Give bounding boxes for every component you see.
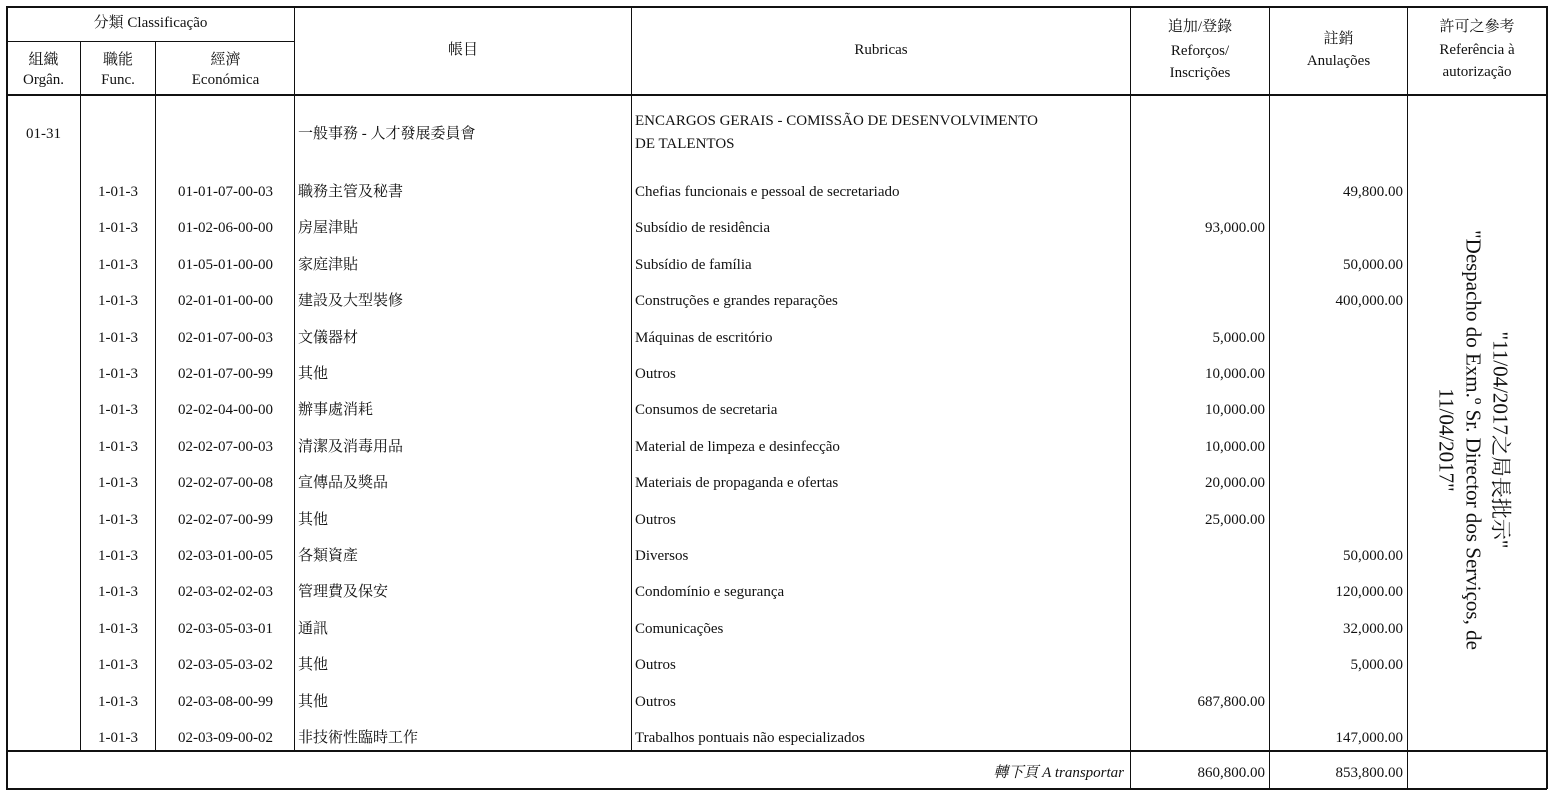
cell-econ: 02-03-09-00-02 xyxy=(178,730,273,746)
cell-func: 1-01-3 xyxy=(98,330,138,346)
cell-conta: 管理費及保安 xyxy=(298,584,389,600)
header-autorizacao-pt1: Referência à xyxy=(1439,42,1515,58)
header-autorizacao-zh: 許可之參考 xyxy=(1439,19,1515,35)
org-code: 01-31 xyxy=(26,126,61,142)
cell-func: 1-01-3 xyxy=(98,657,138,673)
cell-reforco: 20,000.00 xyxy=(1205,475,1265,491)
cell-anulacao: 120,000.00 xyxy=(1335,584,1403,600)
cell-func: 1-01-3 xyxy=(98,257,138,273)
header-anulacoes-zh: 註銷 xyxy=(1323,31,1354,47)
cell-conta: 其他 xyxy=(298,694,329,710)
cell-anulacao: 32,000.00 xyxy=(1343,621,1403,637)
cell-rubrica: Subsídio de residência xyxy=(635,220,770,236)
header-reforcos-zh: 追加/登錄 xyxy=(1167,19,1233,35)
cell-rubrica: Diversos xyxy=(635,548,689,564)
cell-func: 1-01-3 xyxy=(98,184,138,200)
cell-rubrica: Materiais de propaganda e ofertas xyxy=(635,475,839,491)
cell-anulacao: 5,000.00 xyxy=(1350,657,1403,673)
cell-conta: 各類資產 xyxy=(298,548,359,564)
header-econ-zh: 經濟 xyxy=(210,52,241,68)
cell-func: 1-01-3 xyxy=(98,439,138,455)
header-organ-zh: 組織 xyxy=(28,52,59,68)
cell-rubrica: Comunicações xyxy=(635,621,724,637)
cell-func: 1-01-3 xyxy=(98,366,138,382)
header-func-zh: 職能 xyxy=(102,52,133,68)
cell-conta: 其他 xyxy=(298,366,329,382)
total-anulacoes: 853,800.00 xyxy=(1335,765,1403,781)
cell-econ: 02-03-02-02-03 xyxy=(178,584,273,600)
cell-conta: 其他 xyxy=(298,512,329,528)
cell-econ: 02-03-05-03-02 xyxy=(178,657,273,673)
cell-econ: 02-02-07-00-99 xyxy=(178,512,273,528)
cell-anulacao: 400,000.00 xyxy=(1335,293,1403,309)
cell-reforco: 25,000.00 xyxy=(1205,512,1265,528)
cell-func: 1-01-3 xyxy=(98,402,138,418)
cell-econ: 02-03-08-00-99 xyxy=(178,694,273,710)
authorization-reference xyxy=(1418,200,1528,680)
cell-conta: 通訊 xyxy=(298,621,329,637)
cell-econ: 01-02-06-00-00 xyxy=(178,220,273,236)
authorization-line-1: "11/04/2017之局長批示" xyxy=(1488,331,1513,549)
cell-econ: 02-02-07-00-08 xyxy=(178,475,273,491)
cell-rubrica: Outros xyxy=(635,366,676,382)
cell-reforco: 687,800.00 xyxy=(1197,694,1265,710)
cell-econ: 02-02-04-00-00 xyxy=(178,402,273,418)
cell-econ: 02-01-01-00-00 xyxy=(178,293,273,309)
cell-reforco: 5,000.00 xyxy=(1212,330,1265,346)
header-anulacoes-pt: Anulações xyxy=(1306,53,1371,69)
cell-econ: 02-03-05-03-01 xyxy=(178,621,273,637)
cell-rubrica: Consumos de secretaria xyxy=(635,402,778,418)
header-econ-pt: Económica xyxy=(191,72,260,88)
cell-rubrica: Chefias funcionais e pessoal de secretariado xyxy=(635,184,900,200)
cell-func: 1-01-3 xyxy=(98,694,138,710)
cell-func: 1-01-3 xyxy=(98,293,138,309)
cell-conta: 宣傳品及獎品 xyxy=(298,475,389,491)
cell-anulacao: 50,000.00 xyxy=(1343,548,1403,564)
cell-rubrica: Outros xyxy=(635,512,676,528)
header-rubricas: Rubricas xyxy=(854,42,908,58)
carry-forward-label-pt: A transportar xyxy=(1042,765,1124,781)
cell-func: 1-01-3 xyxy=(98,220,138,236)
carry-forward-label-zh: 轉下頁 xyxy=(993,765,1039,781)
header-conta: 帳目 xyxy=(447,42,478,58)
cell-reforco: 10,000.00 xyxy=(1205,439,1265,455)
cell-anulacao: 50,000.00 xyxy=(1343,257,1403,273)
section-title-zh: 一般事務 - 人才發展委員會 xyxy=(298,126,476,142)
cell-anulacao: 49,800.00 xyxy=(1343,184,1403,200)
cell-conta: 建設及大型裝修 xyxy=(298,293,404,309)
cell-econ: 02-03-01-00-05 xyxy=(178,548,273,564)
cell-func: 1-01-3 xyxy=(98,475,138,491)
total-reforcos: 860,800.00 xyxy=(1197,765,1265,781)
cell-rubrica: Condomínio e segurança xyxy=(635,584,785,600)
cell-func: 1-01-3 xyxy=(98,512,138,528)
cell-econ: 02-01-07-00-03 xyxy=(178,330,273,346)
header-func-pt: Func. xyxy=(101,72,135,88)
header-autorizacao-pt2: autorização xyxy=(1442,64,1512,80)
cell-anulacao: 147,000.00 xyxy=(1335,730,1403,746)
cell-rubrica: Outros xyxy=(635,657,676,673)
authorization-line-2: "Despacho do Exm.º Sr. Director dos Serviços, de xyxy=(1461,230,1486,650)
header-organ-pt: Orgân. xyxy=(23,72,64,88)
cell-rubrica: Trabalhos pontuais não especializados xyxy=(635,730,865,746)
header-reforcos-pt2: Inscrições xyxy=(1169,65,1231,81)
cell-conta: 文儀器材 xyxy=(298,330,359,346)
header-reforcos-pt1: Reforços/ xyxy=(1170,43,1230,59)
cell-conta: 房屋津貼 xyxy=(298,220,359,236)
cell-econ: 02-01-07-00-99 xyxy=(178,366,273,382)
carry-forward-label xyxy=(632,764,1124,782)
cell-rubrica: Construções e grandes reparações xyxy=(635,293,838,309)
cell-conta: 其他 xyxy=(298,657,329,673)
cell-func: 1-01-3 xyxy=(98,548,138,564)
cell-rubrica: Subsídio de família xyxy=(635,257,752,273)
section-title-pt-line2: DE TALENTOS xyxy=(635,136,735,152)
cell-reforco: 10,000.00 xyxy=(1205,402,1265,418)
cell-conta: 清潔及消毒用品 xyxy=(298,439,404,455)
cell-reforco: 10,000.00 xyxy=(1205,366,1265,382)
cell-econ: 02-02-07-00-03 xyxy=(178,439,273,455)
cell-conta: 辦事處消耗 xyxy=(298,402,374,418)
cell-reforco: 93,000.00 xyxy=(1205,220,1265,236)
authorization-line-3: 11/04/2017" xyxy=(1434,388,1459,492)
cell-econ: 01-01-07-00-03 xyxy=(178,184,273,200)
cell-conta: 家庭津貼 xyxy=(298,257,359,273)
cell-rubrica: Máquinas de escritório xyxy=(635,330,773,346)
header-classificacao: 分類 Classificação xyxy=(93,15,208,31)
cell-conta: 職務主管及秘書 xyxy=(298,184,404,200)
cell-conta: 非技術性臨時工作 xyxy=(298,730,419,746)
cell-econ: 01-05-01-00-00 xyxy=(178,257,273,273)
cell-rubrica: Material de limpeza e desinfecção xyxy=(635,439,840,455)
cell-func: 1-01-3 xyxy=(98,621,138,637)
cell-func: 1-01-3 xyxy=(98,730,138,746)
cell-rubrica: Outros xyxy=(635,694,676,710)
cell-func: 1-01-3 xyxy=(98,584,138,600)
section-title-pt-line1: ENCARGOS GERAIS - COMISSÃO DE DESENVOLVIMENTO xyxy=(635,113,1038,129)
